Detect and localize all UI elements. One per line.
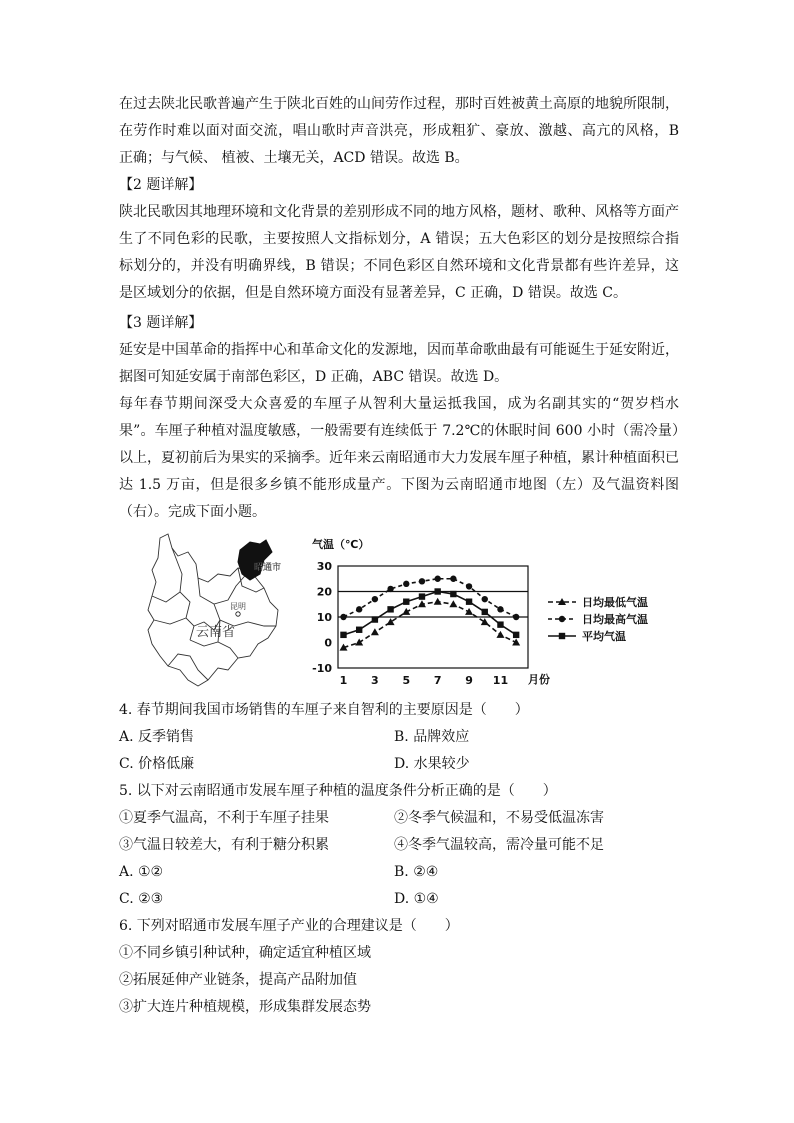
kunming-label: 昆明 [230,602,246,611]
q5-statement-2: ②冬季气候温和，不易受低温冻害 [394,810,604,826]
series-3-point [340,632,346,638]
q4-option-c[interactable]: C. 价格低廉 [119,756,195,772]
series-3-point [403,599,409,605]
series-1-point [496,631,504,638]
series-1-point [371,628,379,635]
series-2-point [419,578,425,584]
province-label: 云南省 [196,625,236,640]
explanation-q1: 在过去陕北民歌普遍产生于陕北百姓的山间劳作过程，那时百姓被黄土高原的地貌所限制，在劳作时难以面对面交流，唱山歌时声音洪亮，形成粗犷、豪放、激越、高亢的风格，B 正确；与气候、 植被、土壤无关，ACD 错误。故选 B。 [119,96,679,166]
explanation-q2: 陕北民歌因其地理环境和文化背景的差别形成不同的地方风格，题材、歌种、风格等方面产生了不同色彩的民歌，主要按照人文指标划分，A 错误；五大色彩区的划分是按照综合指标划分的，并没有明确界线，B 错误；不同色彩区自然环境和文化背景都有些许差异，这是区域划分的依据，但是自然环境方面没有显著差异，C 正确，D 错误。故选 C。 [119,204,679,301]
heading-q2: 【2 题详解】 [119,177,203,193]
ytick-label: 10 [316,611,332,624]
q4-option-b[interactable]: B. 品牌效应 [394,729,470,745]
legend-marker [559,633,565,639]
series-1-point [481,618,489,625]
question-6-stem: 6. 下列对昭通市发展车厘子产业的合理建议是（ ） [119,918,459,934]
yunnan-map [138,530,298,690]
series-3-point [513,632,519,638]
q5-option-b[interactable]: B. ②④ [394,864,439,880]
q5-statement-3: ③气温日较差大，有利于糖分积累 [119,837,329,853]
series-line-2 [343,579,516,617]
series-line-3 [343,592,516,635]
series-3-point [450,591,456,597]
temperature-chart [300,530,680,690]
series-2-point [450,576,456,582]
series-3-point [387,606,393,612]
xtick-label: 7 [433,674,442,687]
series-1-point [387,618,395,625]
series-1-point [449,600,457,607]
q4-option-a[interactable]: A. 反季销售 [119,729,195,745]
series-2-point [513,614,519,620]
legend-label: 平均气温 [582,630,626,643]
series-2-point [497,606,503,612]
q5-option-a[interactable]: A. ①② [119,864,164,880]
series-2-point [482,596,488,602]
series-2-point [340,614,346,620]
ytick-label: -10 [312,662,332,675]
legend-label: 日均最低气温 [582,596,648,609]
question-5-stem: 5. 以下对云南昭通市发展车厘子种植的温度条件分析正确的是（ ） [119,783,557,799]
q6-statement-3: ③扩大连片种植规模，形成集群发展态势 [119,999,371,1015]
ytick-label: 20 [316,585,332,599]
xtick-label: 9 [465,674,473,687]
q6-statement-1: ①不同乡镇引种试种，确定适宜种植区域 [119,945,371,961]
series-3-point [466,599,472,605]
legend-label: 日均最高气温 [582,613,648,626]
ytick-label: 30 [316,560,332,573]
q5-option-d[interactable]: D. ①④ [394,891,439,907]
series-2-point [466,583,472,589]
series-1-point [355,639,363,646]
chart-xlabel: 月份 [528,673,550,686]
q4-option-d[interactable]: D. 水果较少 [394,756,470,772]
series-3-point [482,609,488,615]
series-1-point [434,598,442,605]
q5-option-c[interactable]: C. ②③ [119,891,164,907]
series-2-point [372,596,378,602]
zhaotong-label: 昭通市 [254,563,282,573]
series-3-point [497,621,503,627]
legend-marker [559,616,565,622]
series-line-1 [343,602,516,648]
zhaotong-region [238,540,272,580]
question-4-stem: 4. 春节期间我国市场销售的车厘子来自智利的主要原因是（ ） [119,702,529,718]
series-2-point [387,586,393,592]
xtick-label: 1 [339,674,348,687]
xtick-label: 5 [402,674,411,687]
material-intro: 每年春节期间深受大众喜爱的车厘子从智利大量运抵我国，成为名副其实的“贺岁档水果”。车厘子种植对温度敏感，一般需要有连续低于 7.2℃的休眠时间 600 小时（需冷量）以上，夏初前后为果实的采摘季。近年来云南昭通市大力发展车厘子种植，累计种植面积已达 1.5 万亩，但是很多乡镇不能形成量产。下图为云南昭通市地图（左）及气温资料图（右）。完成下面小题。 [119,396,679,520]
q6-statement-2: ②拓展延伸产业链条，提高产品附加值 [119,972,357,988]
series-2-point [434,576,440,582]
series-3-point [372,616,378,622]
xtick-label: 11 [492,674,509,687]
explanation-q3: 延安是中国革命的指挥中心和革命文化的发源地，因而革命歌曲最有可能诞生于延安附近，据图可知延安属于南部色彩区，D 正确，ABC 错误。故选 D。 [119,342,679,385]
heading-q3: 【3 题详解】 [119,315,203,331]
q5-statement-4: ④冬季气温较高，需冷量可能不足 [394,837,604,853]
chart-ylabel: 气温（℃） [312,538,370,551]
series-2-point [403,581,409,587]
xtick-label: 3 [371,674,379,687]
series-3-point [356,627,362,633]
series-2-point [356,606,362,612]
series-3-point [434,588,440,594]
q5-statement-1: ①夏季气温高，不利于车厘子挂果 [119,810,329,826]
ytick-label: 0 [324,636,332,650]
series-3-point [419,593,425,599]
kunming-dot [236,612,240,616]
